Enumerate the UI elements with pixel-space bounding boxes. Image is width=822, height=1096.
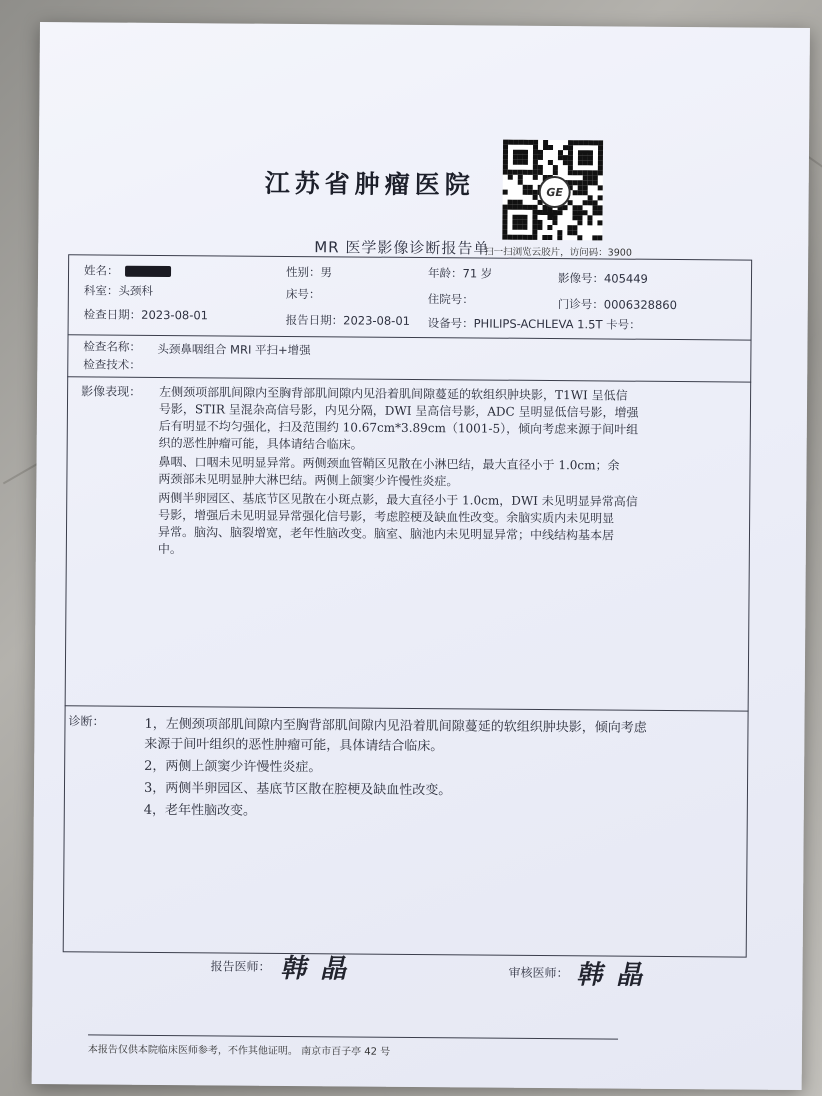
reviewer-label: 审核医师：	[508, 965, 569, 981]
hospital-name: 江苏省肿瘤医院	[264, 168, 475, 200]
ge-logo: GE	[539, 176, 571, 208]
report-frame	[63, 254, 752, 957]
patient-name-field	[84, 262, 171, 279]
report-date: 报告日期：2023-08-01	[285, 312, 411, 328]
findings-paragraph-3: 两侧半卵园区、基底节区见散在小斑点影，最大直径小于 1.0cm，DWI 未见明显异常高信 号影，增强后未见明显异常强化信号影，考虑腔梗及缺血性改变。余脑实质内未见明显 异常。脑沟、脑裂增宽，老年性脑改变。脑室、脑池内未见明显异常；中线结构基本居 中。	[157, 490, 638, 557]
patient-age: 年龄：71 岁	[427, 266, 493, 281]
patient-sex: 性别：男	[285, 264, 333, 280]
report-title: MR 医学影像诊断报告单	[314, 238, 490, 258]
exam-name-value: 头颈鼻咽组合 MRI 平扫+增强	[157, 341, 311, 358]
outpatient-number: 门诊号：0006328860	[557, 297, 678, 313]
diagnosis-item-4: 4，老年性脑改变。	[143, 802, 257, 819]
reporter-label: 报告医师：	[210, 959, 271, 974]
findings-paragraph-1: 左侧颈项部肌间隙内至胸背部肌间隙内见沿着肌间隙蔓延的软组织肿块影，T1WI 呈低信 号影，STIR 呈混杂高信号影，内见分隔，DWI 呈高信号影，ADC 呈明显低信号影，增强 后有明显不均匀强化，扫及范围约 10.67cm*3.89cm（1001-5），倾向考虑来源于间叶组 织的恶性肿瘤可能，具体请结合临床。	[158, 384, 639, 452]
qr-code[interactable]	[502, 140, 603, 241]
reviewer-signature: 韩晶	[574, 960, 662, 991]
bed-number: 床号：	[285, 286, 321, 302]
footer-note: 本报告仅供本院临床医师参考，不作其他证明。 南京市百子亭 42 号	[87, 1044, 391, 1058]
diagnosis-item-3: 3，两侧半卵园区、基底节区散在腔梗及缺血性改变。	[143, 780, 452, 799]
report-paper	[32, 22, 810, 1090]
reporter-signature: 韩晶	[278, 953, 366, 985]
exam-date: 检查日期：2023-08-01	[83, 307, 209, 323]
findings-label: 影像表现：	[81, 384, 142, 399]
diagnosis-label: 诊断：	[68, 714, 105, 729]
image-number: 影像号：405449	[557, 271, 648, 286]
patient-name-label: 姓名：	[83, 263, 119, 278]
diagnosis-item-1: 1，左侧颈项部肌间隙内至胸背部肌间隙内见沿着肌间隙蔓延的软组织肿块影，倾向考虑 来源于间叶组织的恶性肿瘤可能，具体请结合临床。	[144, 716, 647, 755]
findings-paragraph-2: 鼻咽、口咽未见明显异常。两侧颈血管鞘区见散在小淋巴结，最大直径小于 1.0cm；余 两颈部未见明显肿大淋巴结。两侧上颌窦少许慢性炎症。	[158, 454, 620, 489]
exam-technique-label: 检查技术：	[83, 357, 141, 372]
qr-caption: 扫一扫浏览云胶片，访问码：3900	[484, 246, 632, 259]
footer-divider	[88, 1034, 618, 1039]
diagnosis-item-2: 2，两侧上颌窦少许慢性炎症。	[144, 758, 322, 776]
qr-module	[597, 235, 602, 240]
exam-name-label: 检查名称：	[83, 339, 142, 354]
device-number: 设备号：PHILIPS-ACHLEVA 1.5T 卡号：	[427, 316, 641, 332]
department: 科室：头颈科	[83, 283, 153, 298]
redacted-name	[125, 266, 171, 277]
admission-number: 住院号：	[427, 292, 474, 307]
